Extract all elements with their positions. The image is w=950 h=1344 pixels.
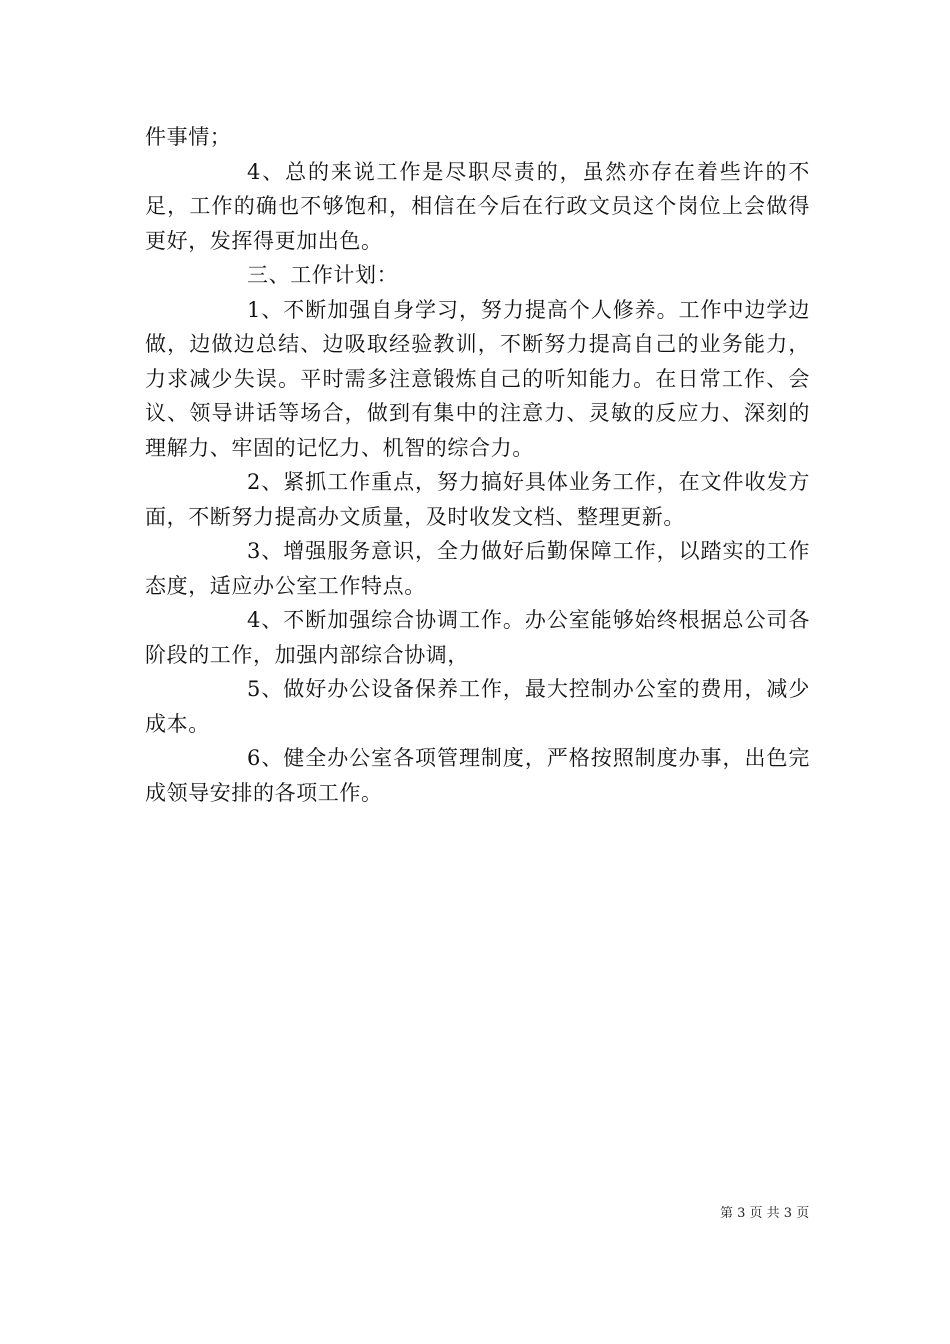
paragraph-summary-item-4: 4、总的来说工作是尽职尽责的，虽然亦存在着些许的不足，工作的确也不够饱和，相信在今后在行政文员这个岗位上会做得更好，发挥得更加出色。 xyxy=(145,159,810,253)
plan-item-3: 3、增强服务意识，全力做好后勤保障工作，以踏实的工作态度，适应办公室工作特点。 xyxy=(145,539,810,598)
plan-item-1: 1、不断加强自身学习，努力提高个人修养。工作中边学边做，边做边总结、边吸取经验教训，不断努力提高自己的业务能力，力求减少失误。平时需多注意锻炼自己的听知能力。在日常工作、会议、领导讲话等场合，做到有集中的注意力、灵敏的反应力、深刻的理解力、牢固的记忆力、机智的综合力。 xyxy=(145,297,810,460)
section-heading-work-plan: 三、工作计划： xyxy=(247,263,399,287)
paragraph-continuation: 件事情； xyxy=(145,125,232,149)
plan-item-5: 5、做好办公设备保养工作，最大控制办公室的费用，减少成本。 xyxy=(145,677,810,736)
plan-item-6: 6、健全办公室各项管理制度，严格按照制度办事，出色完成领导安排的各项工作。 xyxy=(145,746,810,805)
document-body xyxy=(145,120,810,810)
page-number-footer: 第 3 页 共 3 页 xyxy=(720,1206,810,1221)
plan-item-4: 4、不断加强综合协调工作。办公室能够始终根据总公司各阶段的工作，加强内部综合协调， xyxy=(145,608,810,667)
plan-item-2: 2、紧抓工作重点，努力搞好具体业务工作，在文件收发方面，不断努力提高办文质量，及时收发文档、整理更新。 xyxy=(145,470,810,529)
